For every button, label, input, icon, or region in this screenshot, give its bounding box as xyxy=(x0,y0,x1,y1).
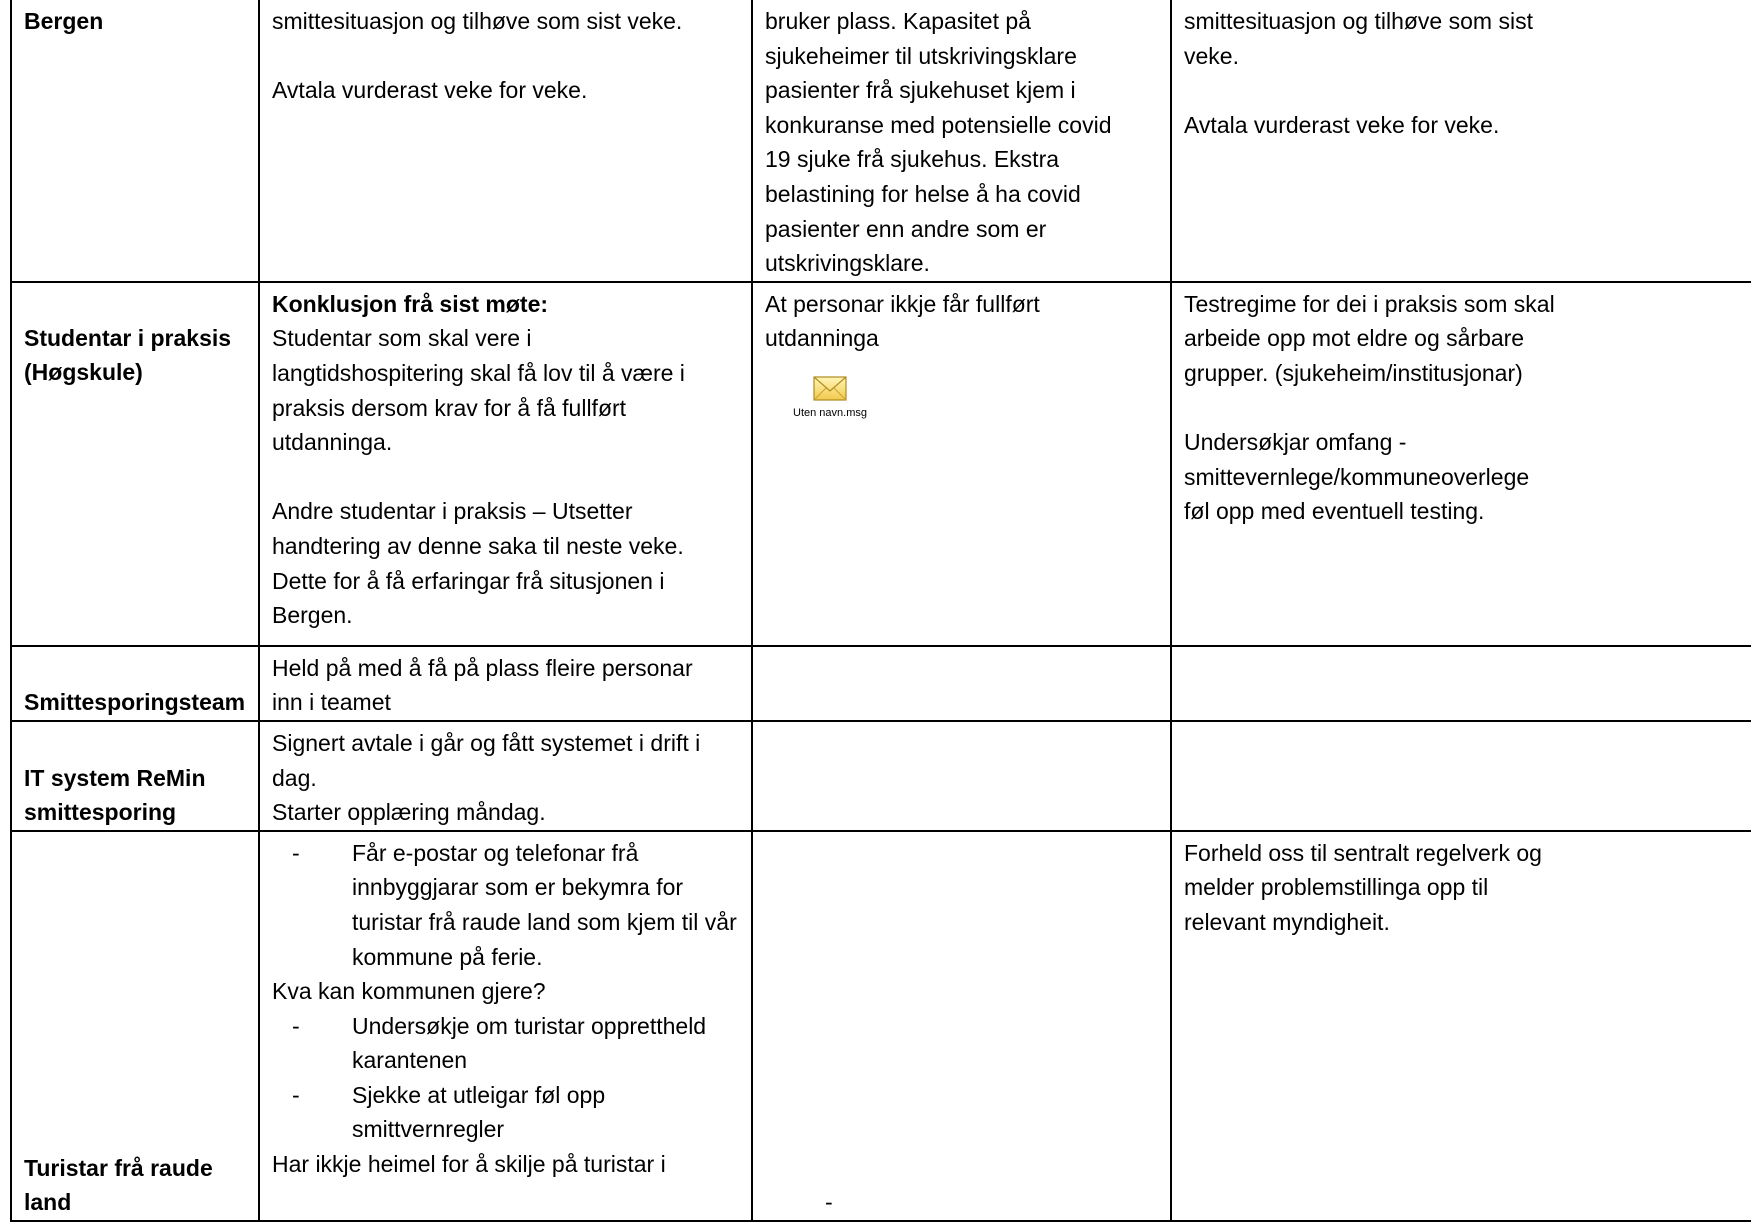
text-line: Starter opplæring måndag. xyxy=(272,799,546,826)
text-line: 19 sjuke frå sjukehus. Ekstra xyxy=(765,146,1060,173)
text-line: Signert avtale i går og fått systemet i drift i xyxy=(272,729,701,756)
text-line: At personar ikkje får fullført xyxy=(765,290,1040,317)
text-line: utskrivingsklare. xyxy=(765,250,930,277)
text-line: Avtala vurderast veke for veke. xyxy=(1184,111,1500,138)
text-line: inn i teamet xyxy=(272,689,391,716)
text-line: føl opp med eventuell testing. xyxy=(1184,498,1485,525)
challenge-cell xyxy=(752,0,1171,282)
text-line: veke. xyxy=(1184,42,1239,69)
text-line: Testregime for dei i praksis som skal xyxy=(1184,290,1555,317)
text-line: Undersøkjar omfang - xyxy=(1184,429,1407,456)
text-line: relevant myndigheit. xyxy=(1184,908,1390,935)
dash-mark: - xyxy=(825,1189,833,1216)
table-row xyxy=(11,0,1751,282)
text-line: handtering av denne saka til neste veke. xyxy=(272,532,684,559)
row-label-text: Turistar frå raude land xyxy=(24,1154,213,1216)
text-line: langtidshospitering skal få lov til å være i xyxy=(272,359,685,386)
table-row xyxy=(11,831,1751,1221)
row-label xyxy=(11,831,259,1221)
list-item: - Får e-postar og telefonar frå innbyggjarar som er bekymra for turistar frå raude land som kjem til vår kommune på ferie. xyxy=(352,836,739,974)
text-line: melder problemstillinga opp til xyxy=(1184,874,1489,901)
challenge-cell xyxy=(752,831,1171,1221)
text-line: pasienter frå sjukehuset kjem i xyxy=(765,77,1076,104)
row-label-text: Studentar i praksis (Høgskule) xyxy=(24,324,232,386)
text-line: belastining for helse å ha covid xyxy=(765,180,1081,207)
envelope-icon xyxy=(812,372,848,404)
row-label xyxy=(11,646,259,721)
text-line: Avtala vurderast veke for veke. xyxy=(272,77,588,104)
text-line: grupper. (sjukeheim/institusjonar) xyxy=(1184,359,1523,386)
action-cell xyxy=(1171,721,1751,831)
text-line: smittesituasjon og tilhøve som sist xyxy=(1184,8,1533,34)
bullet-list xyxy=(272,836,739,974)
table-row xyxy=(11,646,1751,721)
text-line: Har ikkje heimel for å skilje på turistar i xyxy=(272,1151,666,1178)
msg-attachment[interactable] xyxy=(780,372,880,420)
text-line: smittevernlege/kommuneoverlege xyxy=(1184,463,1530,490)
action-cell xyxy=(1171,646,1751,721)
text-line: Forheld oss til sentralt regelverk og xyxy=(1184,839,1542,866)
bullet-list xyxy=(272,1009,739,1147)
text-line: utdanninga. xyxy=(272,429,393,456)
status-cell xyxy=(259,831,752,1221)
conclusion-heading: Konklusjon frå sist møte: xyxy=(272,290,549,317)
text-line: praksis dersom krav for å få fullført xyxy=(272,394,627,421)
text-line: smittesituasjon og tilhøve som sist veke. xyxy=(272,8,683,34)
row-label xyxy=(11,721,259,831)
list-item: - Undersøkje om turistar opprettheld karantenen xyxy=(352,1009,739,1078)
row-label xyxy=(11,282,259,646)
text-line: Held på med å få på plass fleire personar xyxy=(272,654,693,681)
challenge-cell xyxy=(752,721,1171,831)
row-label-text: IT system ReMin smittesporing xyxy=(24,764,206,826)
text-line: pasienter enn andre som er xyxy=(765,215,1047,242)
text-line: Studentar som skal vere i xyxy=(272,325,532,352)
status-cell xyxy=(259,721,752,831)
text-line: dag. xyxy=(272,764,317,791)
action-cell xyxy=(1171,0,1751,282)
action-cell xyxy=(1171,282,1751,646)
row-label-text: Bergen xyxy=(24,8,104,34)
minutes-table xyxy=(10,0,1751,1222)
challenge-cell xyxy=(752,646,1171,721)
text-line: arbeide opp mot eldre og sårbare xyxy=(1184,325,1525,352)
action-cell xyxy=(1171,831,1751,1221)
text-line: bruker plass. Kapasitet på xyxy=(765,8,1031,34)
status-cell xyxy=(259,0,752,282)
challenge-cell xyxy=(752,282,1171,646)
text-line: sjukeheimer til utskrivingsklare xyxy=(765,42,1077,69)
table-row xyxy=(11,282,1751,646)
text-line: konkuranse med potensielle covid xyxy=(765,111,1112,138)
status-cell xyxy=(259,282,752,646)
text-line: utdanninga xyxy=(765,325,879,352)
list-item: - Sjekke at utleigar føl opp smittvernregler xyxy=(352,1078,739,1147)
status-cell xyxy=(259,646,752,721)
row-label-text: Smittesporingsteam xyxy=(24,689,246,716)
text-line: Andre studentar i praksis – Utsetter xyxy=(272,498,633,525)
table-row xyxy=(11,721,1751,831)
text-line: Bergen. xyxy=(272,602,353,629)
text-line: Kva kan kommunen gjere? xyxy=(272,978,546,1005)
text-line: Dette for å få erfaringar frå situsjonen i xyxy=(272,567,665,594)
attachment-filename: Uten navn.msg xyxy=(793,406,867,419)
row-label xyxy=(11,0,259,282)
